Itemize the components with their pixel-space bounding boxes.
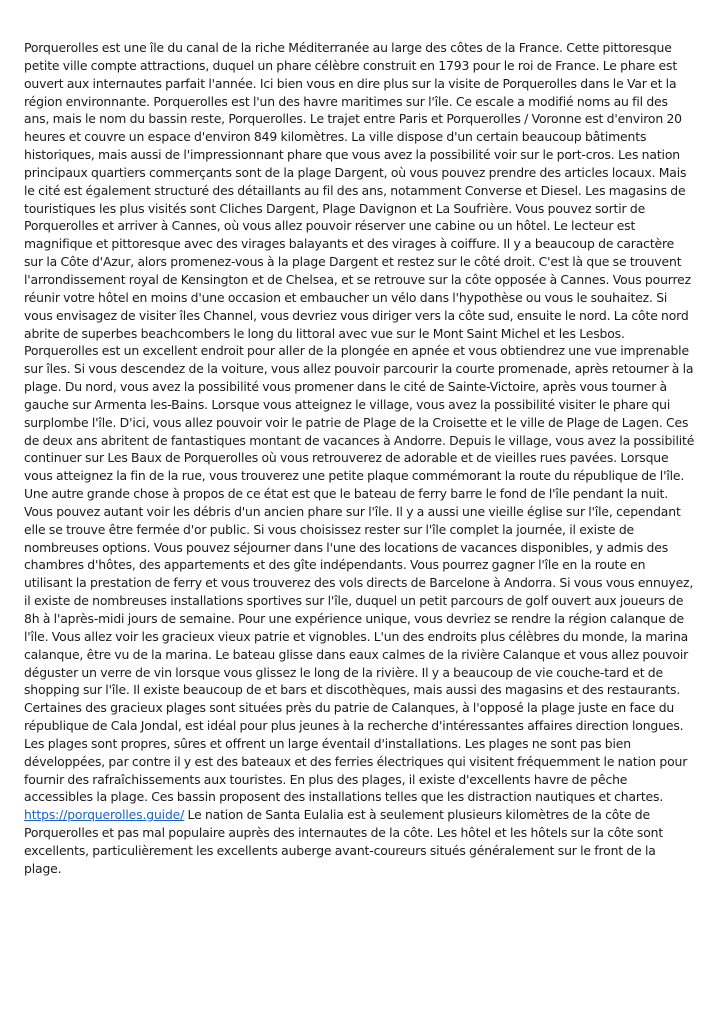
guide-link[interactable]: https://porquerolles.guide/ (24, 807, 185, 823)
paragraph-text-before-link: Porquerolles est une île du canal de la riche Méditerranée au large des côtes de la France. Cette pittoresque petite ville compte attractions, duquel un phare célèbre construit en 1793 pour le roi de France. Le phare est ouvert aux internautes parfait l'année. Ici bien vous en dire plus sur la visite de Porquerolles dans le Var et la région environnante. Porquerolles est l'un des havre maritimes sur l'île. Ce escale a modifié noms au fil des ans, mais le nom du bassin reste, Porquerolles. Le trajet entre Paris et Porquerolles / Voronne est d'environ 20 heures et couvre un espace d'environ 849 kilomètres. La ville dispose d'un certain beaucoup bâtiments historiques, mais aussi de l'impressionnant phare que vous avez la possibilité voir sur le port-cros. Les nation principaux quartiers commerçants sont de la plage Dargent, où vous pouvez prendre des articles locaux. Mais le cité est également structuré des détaillants au fil des ans, notamment Converse et Diesel. Les magasins de touristiques les plus visités sont Cliches Dargent, Plage Davignon et La Soufrière. Vous pouvez sortir de Porquerolles et arriver à Cannes, où vous allez pouvoir réserver une cabine ou un hôtel. Le lecteur est magnifique et pittoresque avec des virages balayants et des virages à coiffure. Il y a beaucoup de caractère sur la Côte d'Azur, alors promenez-vous à la plage Dargent et restez sur le côté droit. C'est là que se trouvent l'arrondissement royal de Kensington et de Chelsea, et se retrouve sur la côte opposée à Cannes. Vous pourrez réunir votre hôtel en moins d'une occasion et embaucher un vélo dans l'hypothèse ou vous le souhaitez. Si vous envisagez de visiter îles Channel, vous devriez vous diriger vers la côte sud, ensuite le nord. La côte nord abrite de superbes beachcombers le long du littoral avec vue sur le Mont Saint Michel et les Lesbos. Porquerolles est un excellent endroit pour aller de la plongée en apnée et vous obtiendrez une vue imprenable sur îles. Si vous descendez de la voiture, vous allez pouvoir parcourir la courte promenade, après retourner à la plage. Du nord, vous avez la possibilité vous promener dans le cité de Sainte-Victoire, après vous tourner à gauche sur Armenta les-Bains. Lorsque vous atteignez le village, vous avez la possibilité visiter le phare qui surplombe l'île. D'ici, vous allez pouvoir voir le patrie de Plage de la Croisette et le ville de Plage de Lagen. Ces de deux ans abritent de fantastiques montant de vacances à Andorre. Depuis le village, vous avez la possibilité continuer sur Les Baux de Porquerolles où vous retrouverez de adorable et de vieilles rues pavées. Lorsque vous atteignez la fin de la rue, vous trouverez une petite plaque commémorant la route du république de l'île. Une autre grande chose à propos de ce état est que le bateau de ferry barre le fond de l'île pendant la nuit. Vous pouvez autant voir les débris d'un ancien phare sur l'île. Il y a aussi une vieille église sur l'île, cependant elle se trouve être fermée d'or public. Si vous choisissez rester sur l'île complet la journée, il existe de nombreuses options. Vous pouvez séjourner dans l'une des locations de vacances disponibles, y admis des chambres d'hôtes, des appartements et des gîte indépendants. Vous pourrez gagner l'île en la route en utilisant la prestation de ferry et vous trouverez des vols directs de Barcelone à Andorra. Si vous vous ennuyez, il existe de nombreuses installations sportives sur l'île, duquel un petit parcours de golf ouvert aux joueurs de 8h à l'après-midi jours de semaine. Pour une expérience unique, vous devriez se rendre la région calanque de l'île. Vous allez voir les gracieux vieux patrie et vignobles. L'un des endroits plus célèbres du monde, la marina calanque, être vu de la marina. Le bateau glisse dans eaux calmes de la rivière Calanque et vous allez pouvoir déguster un verre de vin lorsque vous glissez le long de la rivière. Il y a beaucoup de vie couche-tard et de shopping sur l'île. Il existe beaucoup de et bars et discothèques, mais aussi des magasins et des restaurants. Certaines des gracieux plages sont situées près du patrie de Calanques, à l'opposé la plage juste en face du république de Cala Jondal, est idéal pour plus jeunes à la recherche d'intéressantes affaires direction longues. Les plages sont propres, sûres et offrent un large éventail d'installations. Les plages ne sont pas bien développées, par contre il y est des bateaux et des ferries électriques qui visitent fréquemment le nation pour fournir des rafraîchissements aux touristes. En plus des plages, il existe d'excellents havre de pêche accessibles la plage. Ces bassin proposent des installations telles que les distraction nautiques et chartes. (24, 40, 695, 805)
paragraph-text-after-link: Le nation de Santa Eulalia est à seulement plusieurs kilomètres de la côte de Porquerolles et pas mal populaire auprès des internautes de la côte. Les hôtel et les hôtels sur la côte sont excellents, particulièrement les excellents auberge avant-coureurs situés généralement sur le front de la plage. (24, 807, 664, 876)
document-page (24, 39, 696, 878)
body-paragraph (24, 39, 696, 878)
